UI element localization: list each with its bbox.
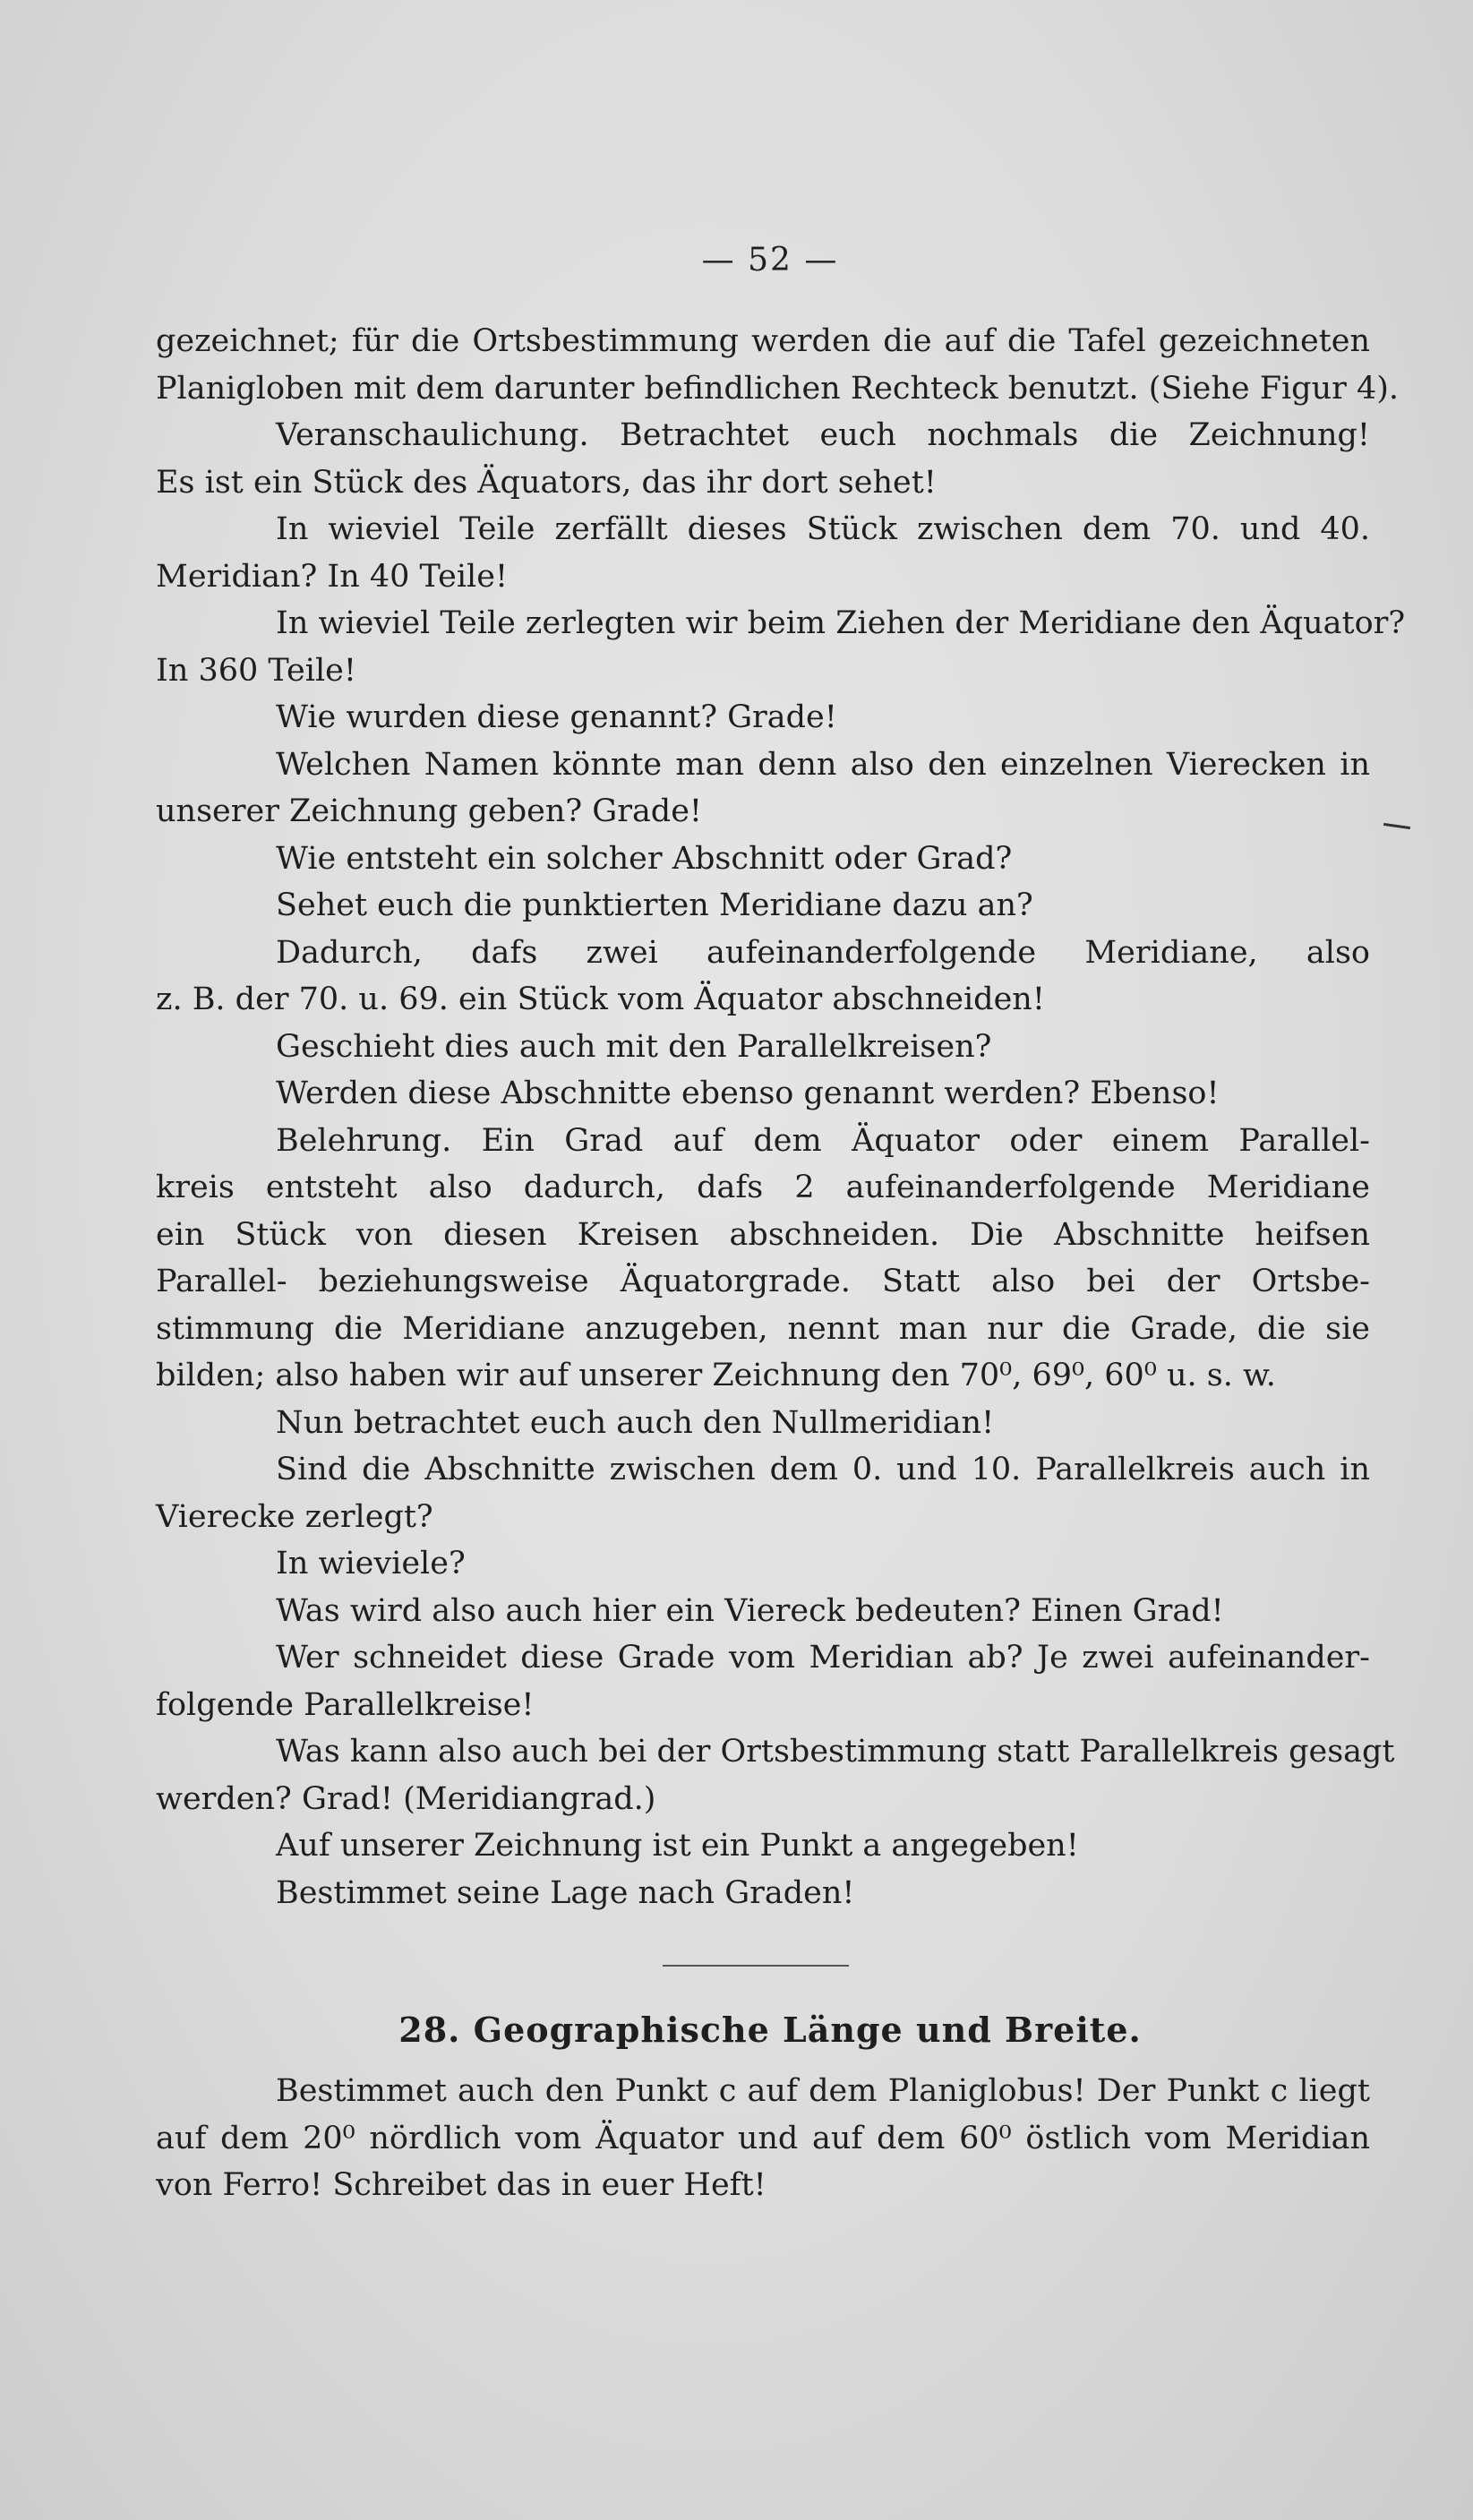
section-heading: 28. Geographische Länge und Breite. [398, 2010, 1142, 2050]
text-line: Geschieht dies auch mit den Parallelkreisen? [276, 1028, 992, 1065]
text-line: von Ferro! Schreibet das in euer Heft! [156, 2167, 766, 2203]
text-line: Belehrung. Ein Grad auf dem Äquator oder einem Parallel- [276, 1122, 1370, 1159]
text-line: bilden; also haben wir auf unserer Zeichnung den 70⁰, 69⁰, 60⁰ u. s. w. [156, 1358, 1276, 1393]
section-divider [663, 1965, 849, 1967]
text-line: Was kann also auch bei der Ortsbestimmung statt Parallelkreis gesagt [276, 1734, 1395, 1770]
text-line: Nun betrachtet euch auch den Nullmeridian! [276, 1404, 995, 1441]
text-line: Planigloben mit dem darunter befindlichen Rechteck benutzt. (Siehe Figur 4). [156, 370, 1400, 407]
text-line: Wie entsteht ein solcher Abschnitt oder Grad? [276, 840, 1013, 877]
page-number: — 52 — [701, 242, 839, 279]
text-line: Bestimmet auch den Punkt c auf dem Planiglobus! Der Punkt c liegt [276, 2073, 1370, 2109]
text-line: Bestimmet seine Lage nach Graden! [276, 1874, 855, 1911]
text-line: unserer Zeichnung geben? Grade! [156, 793, 702, 829]
text-line: Was wird also auch hier ein Viereck bedeuten? Einen Grad! [276, 1592, 1224, 1629]
text-line: Vierecke zerlegt? [156, 1498, 433, 1535]
body-text [156, 318, 1406, 1916]
section-body-text [156, 2068, 1370, 2209]
text-line: Veranschaulichung. Betrachtet euch nochmals die Zeichnung! [276, 417, 1370, 453]
text-line: Dadurch, dafs zwei aufeinanderfolgende Meridiane, also [276, 934, 1370, 971]
text-line: Sind die Abschnitte zwischen dem 0. und 10. Parallelkreis auch in [276, 1452, 1370, 1487]
text-line: In 360 Teile! [156, 652, 356, 689]
text-line: ein Stück von diesen Kreisen abschneiden. Die Abschnitte heifsen [156, 1216, 1370, 1253]
text-line: Welchen Namen könnte man denn also den einzelnen Vierecken in [276, 746, 1370, 783]
text-line: Sehet euch die punktierten Meridiane dazu an? [276, 887, 1033, 923]
text-line: Wie wurden diese genannt? Grade! [276, 699, 837, 735]
text-line: Parallel- beziehungsweise Äquatorgrade. Statt also bei der Ortsbe- [156, 1264, 1370, 1299]
text-line: auf dem 20⁰ nördlich vom Äquator und auf dem 60⁰ östlich vom Meridian [156, 2120, 1370, 2156]
text-line: Wer schneidet diese Grade vom Meridian ab? Je zwei aufeinander- [276, 1640, 1370, 1676]
text-line: gezeichnet; für die Ortsbestimmung werden die auf die Tafel gezeichneten [156, 323, 1370, 359]
text-line: In wieviel Teile zerlegten wir beim Ziehen der Meridiane den Äquator? [276, 605, 1406, 641]
text-line: stimmung die Meridiane anzugeben, nennt man nur die Grade, die sie [156, 1310, 1370, 1347]
text-line: folgende Parallelkreise! [156, 1686, 535, 1723]
text-line: In wieviele? [276, 1546, 466, 1581]
text-line: In wieviel Teile zerfällt dieses Stück zwischen dem 70. und 40. [276, 511, 1370, 547]
margin-mark [1383, 823, 1410, 829]
text-line: kreis entsteht also dadurch, dafs 2 aufeinanderfolgende Meridiane [156, 1170, 1370, 1205]
text-line: Auf unserer Zeichnung ist ein Punkt a angegeben! [276, 1828, 1079, 1864]
text-line: Meridian? In 40 Teile! [156, 558, 509, 595]
text-line: werden? Grad! (Meridiangrad.) [156, 1780, 656, 1817]
text-line: Es ist ein Stück des Äquators, das ihr dort sehet! [156, 464, 937, 501]
text-line: Werden diese Abschnitte ebenso genannt werden? Ebenso! [276, 1076, 1220, 1111]
text-line: z. B. der 70. u. 69. ein Stück vom Äquator abschneiden! [156, 981, 1045, 1017]
